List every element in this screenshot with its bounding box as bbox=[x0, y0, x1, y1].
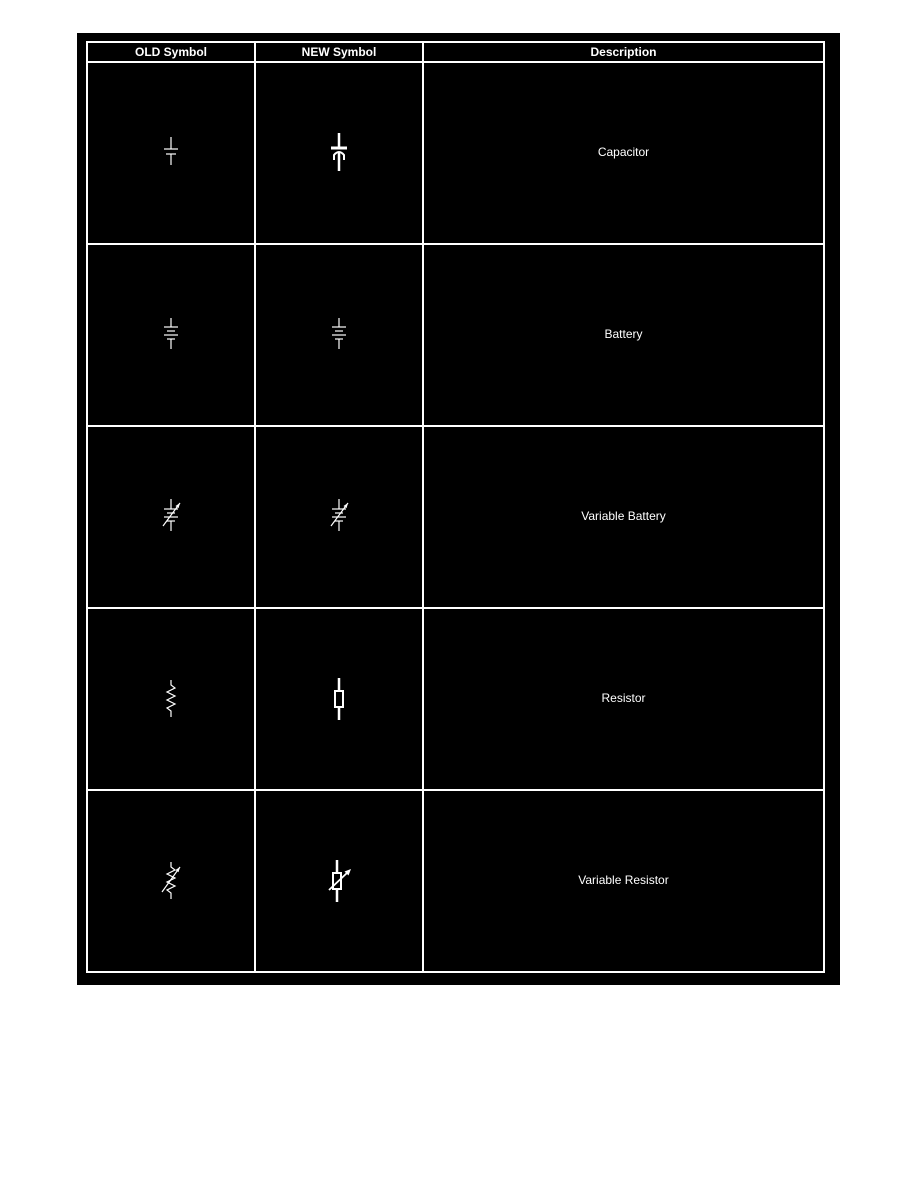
new-symbol-cell bbox=[255, 790, 423, 972]
header-old-symbol: OLD Symbol bbox=[87, 42, 255, 62]
variable-battery-old-icon bbox=[156, 497, 186, 537]
description-cell bbox=[423, 62, 824, 244]
old-symbol-cell bbox=[87, 426, 255, 608]
table-row bbox=[87, 790, 824, 972]
description-cell bbox=[423, 244, 824, 426]
variable-battery-new-icon bbox=[324, 497, 354, 537]
old-symbol-cell bbox=[87, 608, 255, 790]
variable-resistor-old-icon bbox=[156, 859, 186, 903]
new-symbol-cell bbox=[255, 244, 423, 426]
description-cell bbox=[423, 608, 824, 790]
old-symbol-cell bbox=[87, 790, 255, 972]
table-row bbox=[87, 426, 824, 608]
description-cell bbox=[423, 426, 824, 608]
description-text: Variable Battery bbox=[581, 509, 666, 523]
header-row bbox=[87, 42, 824, 62]
new-symbol-cell bbox=[255, 608, 423, 790]
new-symbol-cell bbox=[255, 426, 423, 608]
battery-new-icon bbox=[324, 315, 354, 355]
table-row bbox=[87, 62, 824, 244]
capacitor-old-icon bbox=[156, 133, 186, 173]
description-text: Battery bbox=[604, 327, 643, 341]
old-symbol-cell bbox=[87, 244, 255, 426]
new-symbol-cell bbox=[255, 62, 423, 244]
resistor-new-icon bbox=[324, 676, 354, 722]
table-row bbox=[87, 608, 824, 790]
description-text: Variable Resistor bbox=[578, 873, 669, 887]
description-text: Capacitor bbox=[597, 145, 650, 159]
variable-resistor-new-icon bbox=[322, 858, 356, 904]
table-row bbox=[87, 244, 824, 426]
capacitor-new-icon bbox=[324, 131, 354, 175]
symbol-table bbox=[86, 41, 825, 973]
description-text: Resistor bbox=[601, 691, 646, 705]
header-new-symbol: NEW Symbol bbox=[255, 42, 423, 62]
symbol-sheet bbox=[77, 33, 840, 985]
header-description: Description bbox=[423, 42, 824, 62]
old-symbol-cell bbox=[87, 62, 255, 244]
battery-old-icon bbox=[156, 315, 186, 355]
resistor-old-icon bbox=[156, 677, 186, 721]
description-cell bbox=[423, 790, 824, 972]
